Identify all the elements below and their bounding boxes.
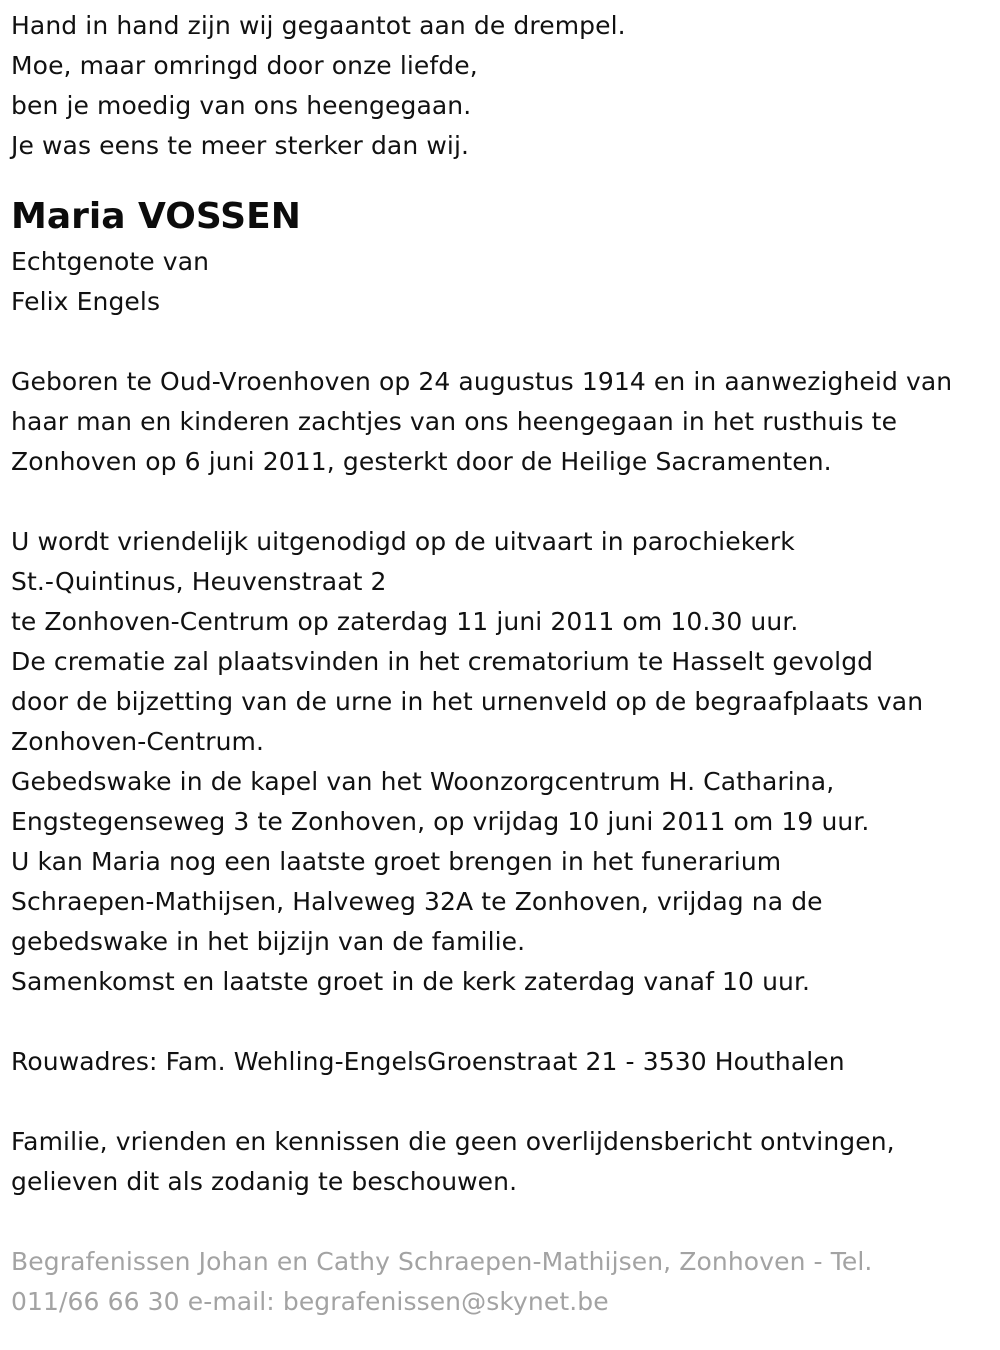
closing-paragraph <box>11 1122 996 1202</box>
poem-line: ben je moedig van ons heengegaan. <box>11 91 472 120</box>
funeral-paragraph <box>11 522 996 1002</box>
mourning-address: Rouwadres: Fam. Wehling-EngelsGroenstraat 21 - 3530 Houthalen <box>11 1047 845 1076</box>
paragraph-line: U wordt vriendelijk uitgenodigd op de uitvaart in parochiekerk <box>11 527 795 556</box>
paragraph-line: Engstegenseweg 3 te Zonhoven, op vrijdag 10 juni 2011 om 19 uur. <box>11 807 870 836</box>
paragraph-line: Samenkomst en laatste groet in de kerk zaterdag vanaf 10 uur. <box>11 967 811 996</box>
paragraph-line: Familie, vrienden en kennissen die geen overlijdensbericht ontvingen, <box>11 1127 895 1156</box>
paragraph-line: Zonhoven op 6 juni 2011, gesterkt door de Heilige Sacramenten. <box>11 447 832 476</box>
paragraph-line: U kan Maria nog een laatste groet brengen in het funerarium <box>11 847 782 876</box>
poem <box>11 6 996 166</box>
deceased-name: Maria VOSSEN <box>11 196 301 237</box>
footer-line: Begrafenissen Johan en Cathy Schraepen-Mathijsen, Zonhoven - Tel. <box>11 1247 873 1276</box>
birth-paragraph <box>11 362 996 482</box>
paragraph-line: door de bijzetting van de urne in het urnenveld op de begraafplaats van <box>11 687 924 716</box>
paragraph-spacer <box>11 1002 996 1042</box>
paragraph-line: Geboren te Oud-Vroenhoven op 24 augustus 1914 en in aanwezigheid van <box>11 367 953 396</box>
paragraph-line: De crematie zal plaatsvinden in het crematorium te Hasselt gevolgd <box>11 647 874 676</box>
poem-line: Moe, maar omringd door onze liefde, <box>11 51 478 80</box>
paragraph-line: gebedswake in het bijzijn van de familie. <box>11 927 526 956</box>
obituary-notice <box>11 6 996 1322</box>
paragraph-line: Zonhoven-Centrum. <box>11 727 265 756</box>
funeral-home-footer <box>11 1242 996 1322</box>
paragraph-spacer <box>11 322 996 362</box>
poem-line: Je was eens te meer sterker dan wij. <box>11 131 470 160</box>
paragraph-line: Schraepen-Mathijsen, Halveweg 32A te Zonhoven, vrijdag na de <box>11 887 823 916</box>
paragraph-spacer <box>11 482 996 522</box>
paragraph-spacer <box>11 1082 996 1122</box>
spouse-line: Echtgenote van <box>11 247 210 276</box>
paragraph-line: St.-Quintinus, Heuvenstraat 2 <box>11 567 387 596</box>
paragraph-line: haar man en kinderen zachtjes van ons heengegaan in het rusthuis te <box>11 407 898 436</box>
poem-line: Hand in hand zijn wij gegaantot aan de drempel. <box>11 11 626 40</box>
paragraph-line: Gebedswake in de kapel van het Woonzorgcentrum H. Catharina, <box>11 767 835 796</box>
paragraph-line: gelieven dit als zodanig te beschouwen. <box>11 1167 518 1196</box>
footer-line: 011/66 66 30 e-mail: begrafenissen@skynet.be <box>11 1287 609 1316</box>
spouse-line: Felix Engels <box>11 287 161 316</box>
paragraph-line: te Zonhoven-Centrum op zaterdag 11 juni 2011 om 10.30 uur. <box>11 607 799 636</box>
spouse-info <box>11 242 996 322</box>
